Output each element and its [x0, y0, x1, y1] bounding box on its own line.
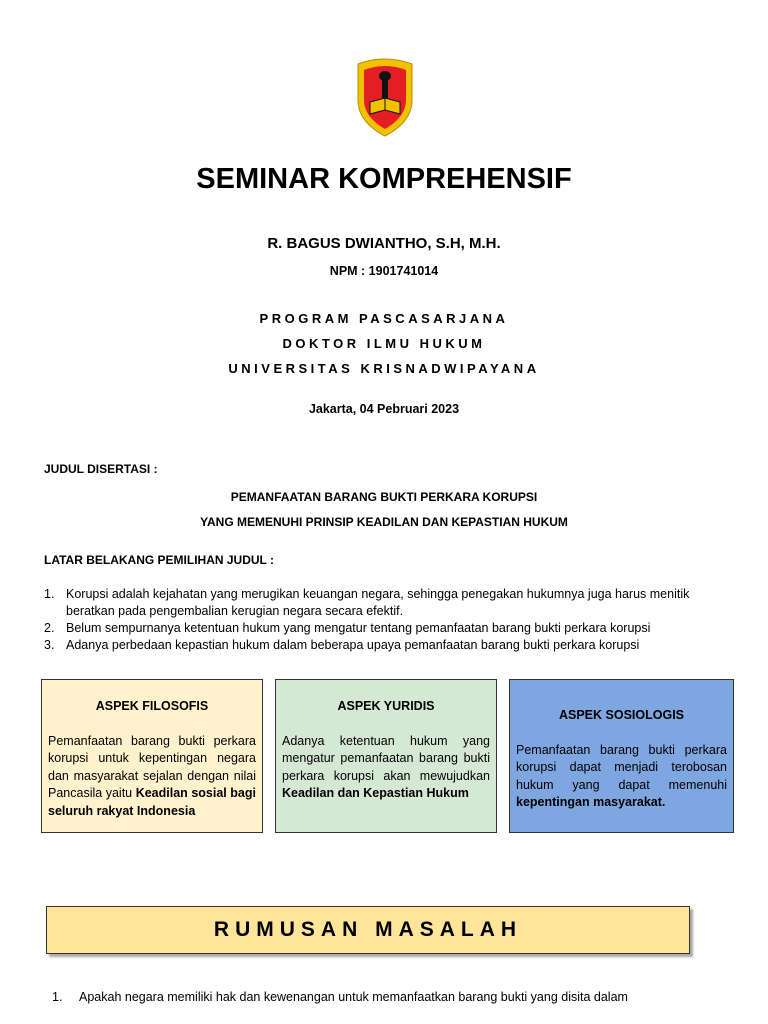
list-item: 2. Belum sempurnanya ketentuan hukum yang mengatur tentang pemanfaatan barang bukti perkara korupsi: [44, 621, 651, 635]
aspect-title: ASPEK FILOSOFIS: [95, 699, 209, 713]
aspect-box-sosiologis: [509, 679, 734, 833]
program-line: DOKTOR ILMU HUKUM: [282, 336, 486, 351]
page-title: SEMINAR KOMPREHENSIF: [196, 163, 572, 195]
university-line: UNIVERSITAS KRISNADWIPAYANA: [228, 361, 540, 376]
section-label-judul: JUDUL DISERTASI :: [44, 462, 158, 476]
aspect-title: ASPEK YURIDIS: [337, 699, 435, 713]
university-shield-emblem-icon: [352, 58, 418, 138]
date-place: Jakarta, 04 Pebruari 2023: [308, 402, 460, 416]
problem-list: [52, 989, 732, 1006]
dissertation-title-line: PEMANFAATAN BARANG BUKTI PERKARA KORUPSI: [230, 490, 538, 504]
author-name: R. BAGUS DWIANTHO, S.H, M.H.: [267, 235, 501, 252]
student-number: NPM : 1901741014: [329, 264, 439, 278]
list-item: 1. Apakah negara memiliki hak dan kewenangan untuk memanfaatkan barang bukti yang disita dalam: [52, 990, 628, 1004]
aspect-title: ASPEK SOSIOLOGIS: [558, 708, 685, 722]
program-line: PROGRAM PASCASARJANA: [259, 311, 509, 326]
aspect-box-yuridis: [275, 679, 497, 833]
rumusan-masalah-banner: RUMUSAN MASALAH: [46, 906, 690, 954]
section-label-latar: LATAR BELAKANG PEMILIHAN JUDUL :: [44, 553, 274, 567]
aspect-text: Pemanfaatan barang bukti perkara korupsi dapat menjadi terobosan hukum yang dapat memenuhi kepentingan masyarakat.: [516, 742, 727, 809]
list-item: 1. Korupsi adalah kejahatan yang merugikan keuangan negara, sehingga penegakan hukumnya juga harus menitik beratkan pada pengembalian kerugian negara secara efektif.: [44, 587, 690, 618]
dissertation-title-line: YANG MEMENUHI PRINSIP KEADILAN DAN KEPASTIAN HUKUM: [200, 515, 568, 529]
list-item: 3. Adanya perbedaan kepastian hukum dalam beberapa upaya pemanfaatan barang bukti perkara korupsi: [44, 638, 640, 652]
aspect-text: Pemanfaatan barang bukti perkara korupsi untuk kepentingan negara dan masyarakat sejalan dengan nilai Pancasila yaitu Keadilan sosial bagi seluruh rakyat Indonesia: [48, 733, 256, 818]
aspect-text: Adanya ketentuan hukum yang mengatur pemanfaatan barang bukti perkara korupsi akan mewujudkan Keadilan dan Kepastian Hukum: [282, 733, 490, 800]
aspect-box-filosofis: [41, 679, 263, 833]
background-list: [44, 586, 724, 654]
